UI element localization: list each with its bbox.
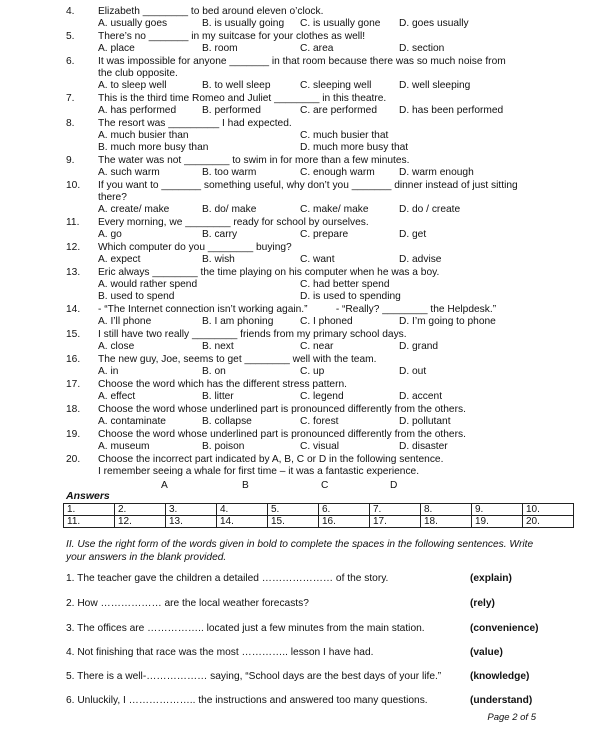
answer-cell[interactable]: 9. [472, 504, 523, 516]
page-number: Page 2 of 5 [487, 712, 536, 723]
question-sentence: I remember seeing a whale for first time – it was a fantastic experience. [98, 466, 420, 477]
word-given: (value) [470, 647, 503, 658]
option-a: A. I’ll phone [98, 316, 152, 327]
option-a: A. has performed [98, 105, 177, 116]
question-stem: Every morning, we ________ ready for school by ourselves. [98, 217, 369, 228]
answer-cell[interactable]: 8. [421, 504, 472, 516]
answer-cell[interactable]: 2. [115, 504, 166, 516]
exercise-item [66, 671, 556, 682]
answer-cell[interactable]: 16. [319, 516, 370, 528]
answer-cell[interactable]: 6. [319, 504, 370, 516]
question-number: 7. [66, 93, 75, 104]
option-a: A. create/ make [98, 204, 170, 215]
question-stem: The new guy, Joe, seems to get ________ well with the team. [98, 354, 377, 365]
answers-heading: Answers [66, 490, 110, 502]
option-c: C. make/ make [300, 204, 369, 215]
option-a: A. place [98, 43, 135, 54]
question-stem: It was impossible for anyone _______ in that room because there was so much noise from [98, 56, 506, 67]
exercise-item [66, 623, 556, 634]
answer-cell[interactable]: 4. [217, 504, 268, 516]
exercise-text: 4. Not finishing that race was the most ………….. lesson I have had. [66, 647, 374, 658]
option-d: D. has been performed [399, 105, 504, 116]
option-c: C. prepare [300, 229, 349, 240]
option-a: A. contaminate [98, 416, 166, 427]
question-stem: - “The Internet connection isn’t working again.” - “Really? ________ the Helpdesk.” [98, 304, 497, 315]
answer-row [64, 504, 574, 516]
exercise-item [66, 573, 556, 584]
option-a: A. in [98, 366, 119, 377]
option-d: D. I’m going to phone [399, 316, 496, 327]
option-a: A. close [98, 341, 135, 352]
question-number: 20. [66, 454, 81, 465]
option-d: D. section [399, 43, 445, 54]
answer-cell[interactable]: 18. [421, 516, 472, 528]
word-given: (knowledge) [470, 671, 530, 682]
option-d: D. warm enough [399, 167, 474, 178]
option-d: D. grand [399, 341, 439, 352]
question-number: 6. [66, 56, 75, 67]
part-label-c: C [321, 480, 329, 491]
option-c: C. area [300, 43, 334, 54]
option-b: B. litter [202, 391, 234, 402]
option-a: A. much busier than [98, 130, 189, 141]
option-b: B. I am phoning [202, 316, 274, 327]
question-number: 12. [66, 242, 81, 253]
option-b: B. next [202, 341, 234, 352]
answer-cell[interactable]: 3. [166, 504, 217, 516]
section-2-instruction: II. Use the right form of the words given in bold to complete the spaces in the following sentences. Write your answers in the blank provided. [66, 539, 534, 563]
option-b: B. do/ make [202, 204, 257, 215]
answer-cell[interactable]: 19. [472, 516, 523, 528]
exercise-text: 3. The offices are …………….. located just a few minutes from the main station. [66, 623, 425, 634]
option-d: D. pollutant [399, 416, 451, 427]
option-b: B. to well sleep [202, 80, 271, 91]
option-d: D. disaster [399, 441, 448, 452]
answer-cell[interactable]: 5. [268, 504, 319, 516]
option-d: D. get [399, 229, 427, 240]
option-b: B. poison [202, 441, 245, 452]
option-a: A. such warm [98, 167, 160, 178]
question-number: 18. [66, 404, 81, 415]
question-stem: Which computer do you ________ buying? [98, 242, 292, 253]
exercise-item [66, 647, 556, 658]
option-c: C. are performed [300, 105, 378, 116]
question-number: 15. [66, 329, 81, 340]
option-a: A. museum [98, 441, 150, 452]
exercise-text: 6. Unluckily, I ……………….. the instructions and answered too many questions. [66, 695, 428, 706]
question-number: 10. [66, 180, 81, 191]
option-c: C. had better spend [300, 279, 390, 290]
question-number: 5. [66, 31, 75, 42]
part-label-d: D [390, 480, 398, 491]
question-number: 16. [66, 354, 81, 365]
question-stem: Elizabeth ________ to bed around eleven o’clock. [98, 6, 324, 17]
option-a: A. would rather spend [98, 279, 198, 290]
option-a: A. expect [98, 254, 141, 265]
option-d: D. do / create [399, 204, 461, 215]
exercise-text: 1. The teacher gave the children a detailed ………………… of the story. [66, 573, 389, 584]
option-c: C. legend [300, 391, 344, 402]
answer-cell[interactable]: 13. [166, 516, 217, 528]
option-c: C. much busier that [300, 130, 389, 141]
option-c: C. forest [300, 416, 339, 427]
question-stem: The resort was _________ I had expected. [98, 118, 292, 129]
question-number: 8. [66, 118, 75, 129]
option-b: B. performed [202, 105, 261, 116]
option-a: A. effect [98, 391, 136, 402]
question-number: 11. [66, 217, 80, 228]
option-a: A. go [98, 229, 122, 240]
word-given: (rely) [470, 598, 495, 609]
word-given: (understand) [470, 695, 533, 706]
question-number: 19. [66, 429, 81, 440]
exercise-item [66, 598, 556, 609]
question-stem: There’s no _______ in my suitcase for your clothes as well! [98, 31, 366, 42]
question-stem: If you want to _______ something useful, why don’t you _______ dinner instead of just sitting [98, 180, 518, 191]
word-given: (convenience) [470, 623, 539, 634]
question-stem: Choose the word which has the different stress pattern. [98, 379, 347, 390]
option-b: B. used to spend [98, 291, 175, 302]
answer-row [64, 516, 574, 528]
option-b: B. carry [202, 229, 238, 240]
answer-cell[interactable]: 15. [268, 516, 319, 528]
option-b: B. room [202, 43, 238, 54]
question-stem: Choose the incorrect part indicated by A, B, C or D in the following sentence. [98, 454, 444, 465]
answer-grid [63, 503, 574, 528]
question-number: 17. [66, 379, 81, 390]
option-c: C. near [300, 341, 334, 352]
answer-cell[interactable]: 10. [523, 504, 574, 516]
option-c: C. up [300, 366, 325, 377]
option-d: D. is used to spending [300, 291, 401, 302]
answer-cell[interactable]: 1. [64, 504, 115, 516]
question-stem: Choose the word whose underlined part is pronounced differently from the others. [98, 404, 466, 415]
option-c: C. want [300, 254, 335, 265]
question-stem: The water was not ________ to swim in for more than a few minutes. [98, 155, 410, 166]
question-stem-cont: the club opposite. [98, 68, 178, 79]
answer-cell[interactable]: 20. [523, 516, 574, 528]
answer-cell[interactable]: 17. [370, 516, 421, 528]
option-d: D. accent [399, 391, 443, 402]
option-b: B. wish [202, 254, 235, 265]
part-label-a: A [161, 480, 168, 491]
exercise-text: 5. There is a well-……………… saying, “School days are the best days of your life.” [66, 671, 442, 682]
answer-cell[interactable]: 12. [115, 516, 166, 528]
option-c: C. I phoned [300, 316, 353, 327]
answer-cell[interactable]: 11. [64, 516, 115, 528]
option-d: D. advise [399, 254, 442, 265]
option-a: A. usually goes [98, 18, 168, 29]
exercise-item [66, 695, 556, 706]
question-number: 4. [66, 6, 75, 17]
option-c: C. is usually gone [300, 18, 381, 29]
option-b: B. on [202, 366, 226, 377]
option-c: C. enough warm [300, 167, 375, 178]
option-a: A. to sleep well [98, 80, 167, 91]
question-number: 13. [66, 267, 81, 278]
option-b: B. collapse [202, 416, 252, 427]
part-label-b: B [242, 480, 249, 491]
question-number: 9. [66, 155, 75, 166]
question-number: 14. [66, 304, 81, 315]
option-b: B. too warm [202, 167, 257, 178]
option-c: C. sleeping well [300, 80, 372, 91]
option-b: B. is usually going [202, 18, 285, 29]
option-c: C. visual [300, 441, 340, 452]
option-b: B. much more busy than [98, 142, 209, 153]
answer-cell[interactable]: 14. [217, 516, 268, 528]
word-given: (explain) [470, 573, 512, 584]
question-stem: Eric always ________ the time playing on his computer when he was a boy. [98, 267, 440, 278]
question-stem-cont: there? [98, 192, 127, 203]
question-stem: This is the third time Romeo and Juliet ________ in this theatre. [98, 93, 387, 104]
exercise-text: 2. How ……………… are the local weather forecasts? [66, 598, 309, 609]
option-d: D. out [399, 366, 427, 377]
answer-cell[interactable]: 7. [370, 504, 421, 516]
question-stem: Choose the word whose underlined part is pronounced differently from the others. [98, 429, 466, 440]
question-stem: I still have two really ________ friends from my primary school days. [98, 329, 407, 340]
option-d: D. well sleeping [399, 80, 471, 91]
option-d: D. goes usually [399, 18, 469, 29]
option-d: D. much more busy that [300, 142, 409, 153]
